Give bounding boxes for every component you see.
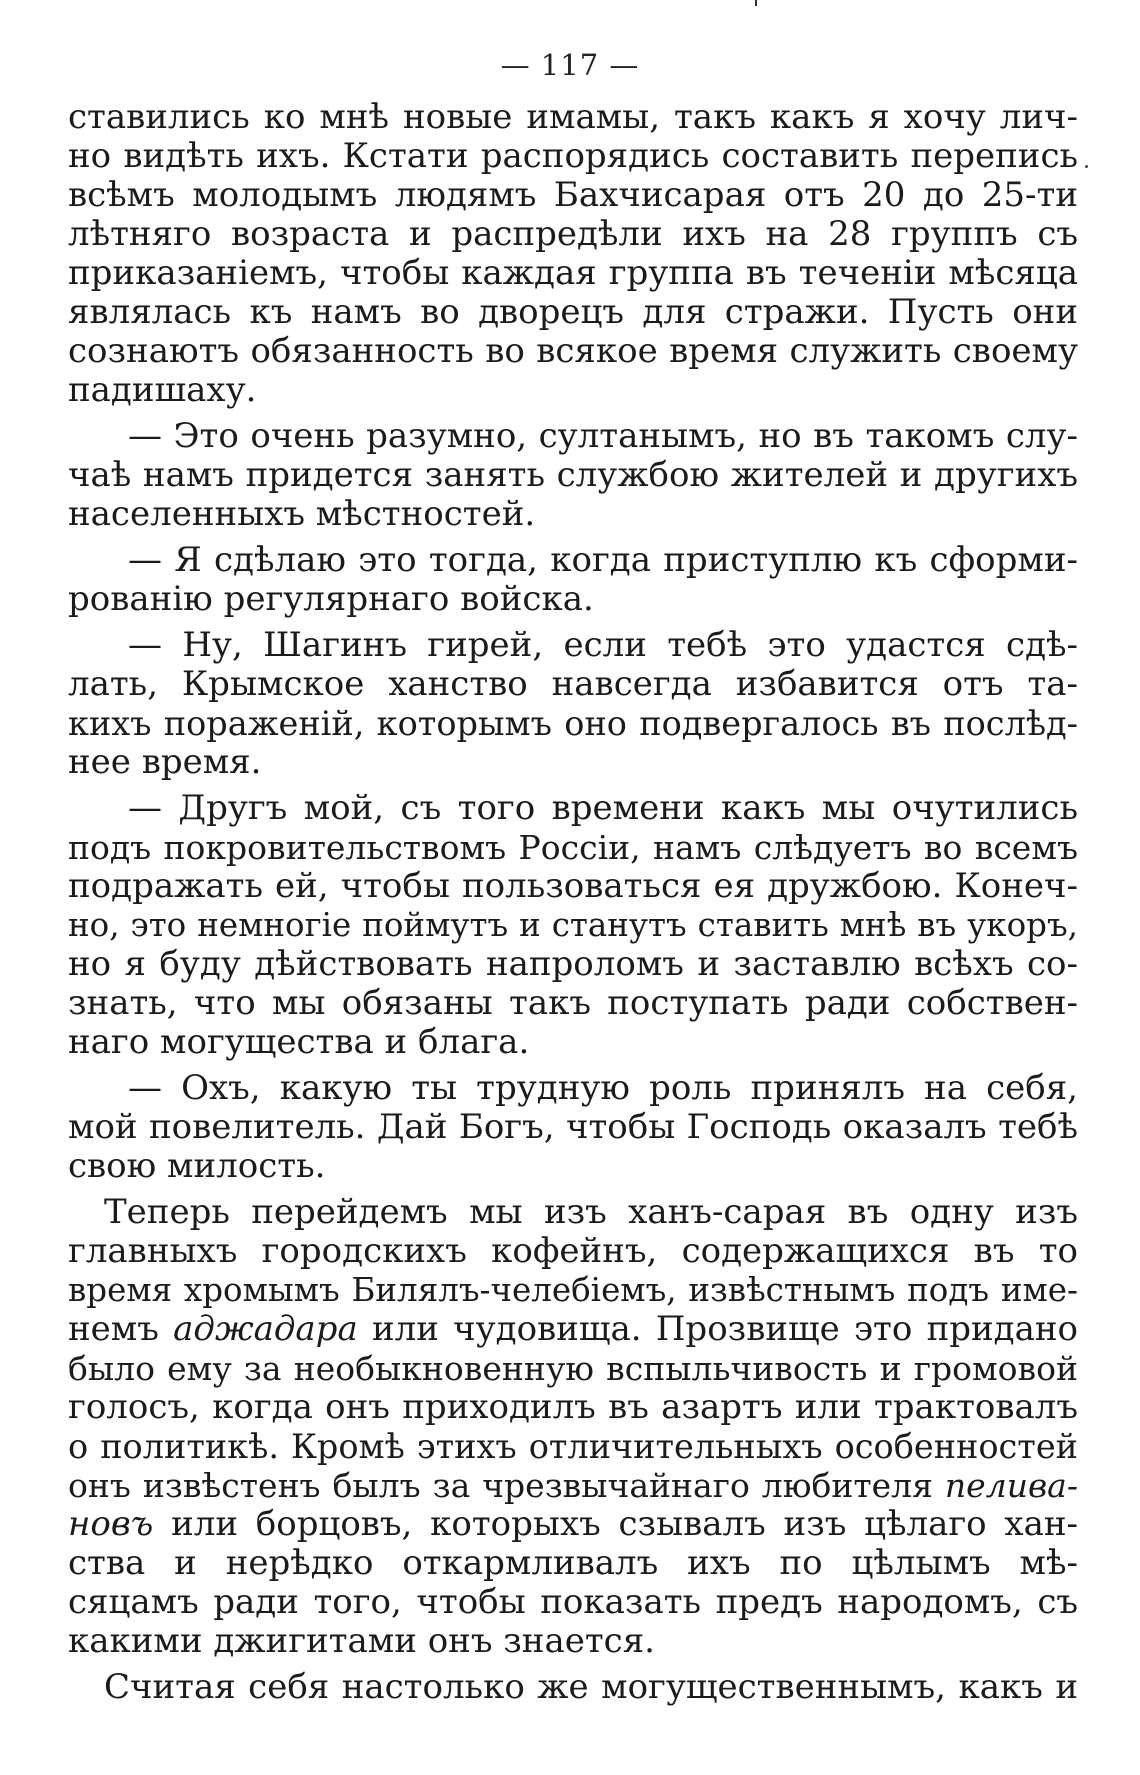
- text-line: о политикѣ. Кромѣ этихъ отличительныхъ особенностей: [68, 1427, 1078, 1466]
- text-line: главныхъ городскихъ кофейнъ, содержащихся въ то: [68, 1231, 1078, 1271]
- text-line: но я буду дѣйствовать напроломъ и заставлю всѣхъ со-: [68, 944, 1078, 984]
- paragraph-1: [68, 98, 1078, 410]
- text-line: подражать ей, чтобы пользоваться ея дружбою. Конеч-: [68, 866, 1078, 906]
- text-line: но, это немногіе поймутъ и станутъ ставить мнѣ въ укоръ,: [68, 906, 1078, 944]
- text-line: — Я сдѣлаю это тогда, когда приступлю къ сформи-: [128, 540, 1078, 580]
- text-line: лѣтняго возраста и распредѣли ихъ на 28 группъ съ: [68, 214, 1078, 254]
- text-line: было ему за необыкновенную вспыльчивость и громовой: [68, 1349, 1078, 1388]
- paragraph-3: [68, 541, 1078, 619]
- text-line: но видѣть ихъ. Кстати распорядись составить перепись: [68, 136, 1078, 176]
- paragraph-6: [68, 1069, 1078, 1186]
- text-line: нее время.: [68, 742, 262, 782]
- paragraph-5: [68, 789, 1078, 1062]
- paragraph-4: [68, 626, 1078, 782]
- text-line: — Другъ мой, съ того времени какъ мы очутились: [128, 788, 1078, 828]
- text-line: Теперь перейдемъ мы изъ ханъ-сарая въ одну изъ: [104, 1192, 1078, 1232]
- text-line: ставились ко мнѣ новые имамы, такъ какъ я хочу лич-: [68, 97, 1078, 137]
- text-line: сознаютъ обязанность во всякое время служить своему: [68, 331, 1078, 371]
- text-line: голосъ, когда онъ приходилъ въ азартъ или трактовалъ: [68, 1387, 1078, 1427]
- text-line: новъ или борцовъ, которыхъ сзывалъ изъ цѣлаго хан-: [68, 1504, 1078, 1544]
- stray-ink-mark: [755, 0, 757, 6]
- text-line: онъ извѣстенъ былъ за чрезвычайнаго любителя пелива-: [68, 1466, 1078, 1505]
- text-line: мой повелитель. Дай Богъ, чтобы Господь оказалъ тебѣ: [68, 1107, 1078, 1147]
- text-line: являлась къ намъ во дворецъ для стражи. Пусть они: [68, 292, 1078, 332]
- text-line: населенныхъ мѣстностей.: [68, 494, 536, 534]
- text-line: сяцамъ ради того, чтобы показать предъ народомъ, съ: [68, 1582, 1078, 1622]
- text-line: всѣмъ молодымъ людямъ Бахчисарая отъ 20 до 25-ти: [68, 175, 1078, 215]
- text-line: лать, Крымское ханство навсегда избавится отъ та-: [68, 664, 1078, 704]
- text-line: — Это очень разумно, султанымъ, но въ такомъ слу-: [128, 416, 1078, 456]
- text-line: подъ покровительствомъ Россіи, намъ слѣдуетъ во всемъ: [68, 828, 1078, 867]
- text-line: какими джигитами онъ знается.: [68, 1621, 655, 1661]
- paragraph-2: [68, 417, 1078, 534]
- body-text: [68, 98, 1078, 1714]
- text-line: — Охъ, какую ты трудную роль принялъ на себя,: [128, 1068, 1078, 1108]
- text-line: падишаху.: [68, 370, 257, 410]
- text-line: — Ну, Шагинъ гирей, если тебѣ это удастся сдѣ-: [128, 625, 1078, 665]
- paragraph-8: [68, 1668, 1078, 1707]
- text-line: рованію регулярнаго войска.: [68, 579, 594, 619]
- text-line: время хромымъ Билялъ-челебіемъ, извѣстнымъ подъ име-: [68, 1271, 1078, 1309]
- text-line: кихъ пораженій, которымъ оно подвергалось въ послѣд-: [68, 704, 1078, 743]
- text-line: немъ аджадара или чудовища. Прозвище это придано: [68, 1309, 1079, 1349]
- text-line: приказаніемъ, чтобы каждая группа въ теченіи мѣсяца: [68, 253, 1078, 293]
- text-line: чаѣ намъ придется занять службою жителей и другихъ: [68, 455, 1078, 495]
- margin-dot: [1085, 165, 1088, 168]
- paragraph-7: [68, 1193, 1078, 1661]
- text-line: наго могущества и блага.: [68, 1022, 530, 1062]
- text-line: Считая себя настолько же могущественнымъ, какъ и: [104, 1667, 1078, 1707]
- text-line: знать, что мы обязаны такъ поступать ради собствен-: [68, 983, 1078, 1023]
- text-line: свою милость.: [68, 1146, 326, 1186]
- page-number: — 117 —: [500, 48, 640, 82]
- text-line: ства и нерѣдко откармливалъ ихъ по цѣлымъ мѣ-: [68, 1543, 1078, 1583]
